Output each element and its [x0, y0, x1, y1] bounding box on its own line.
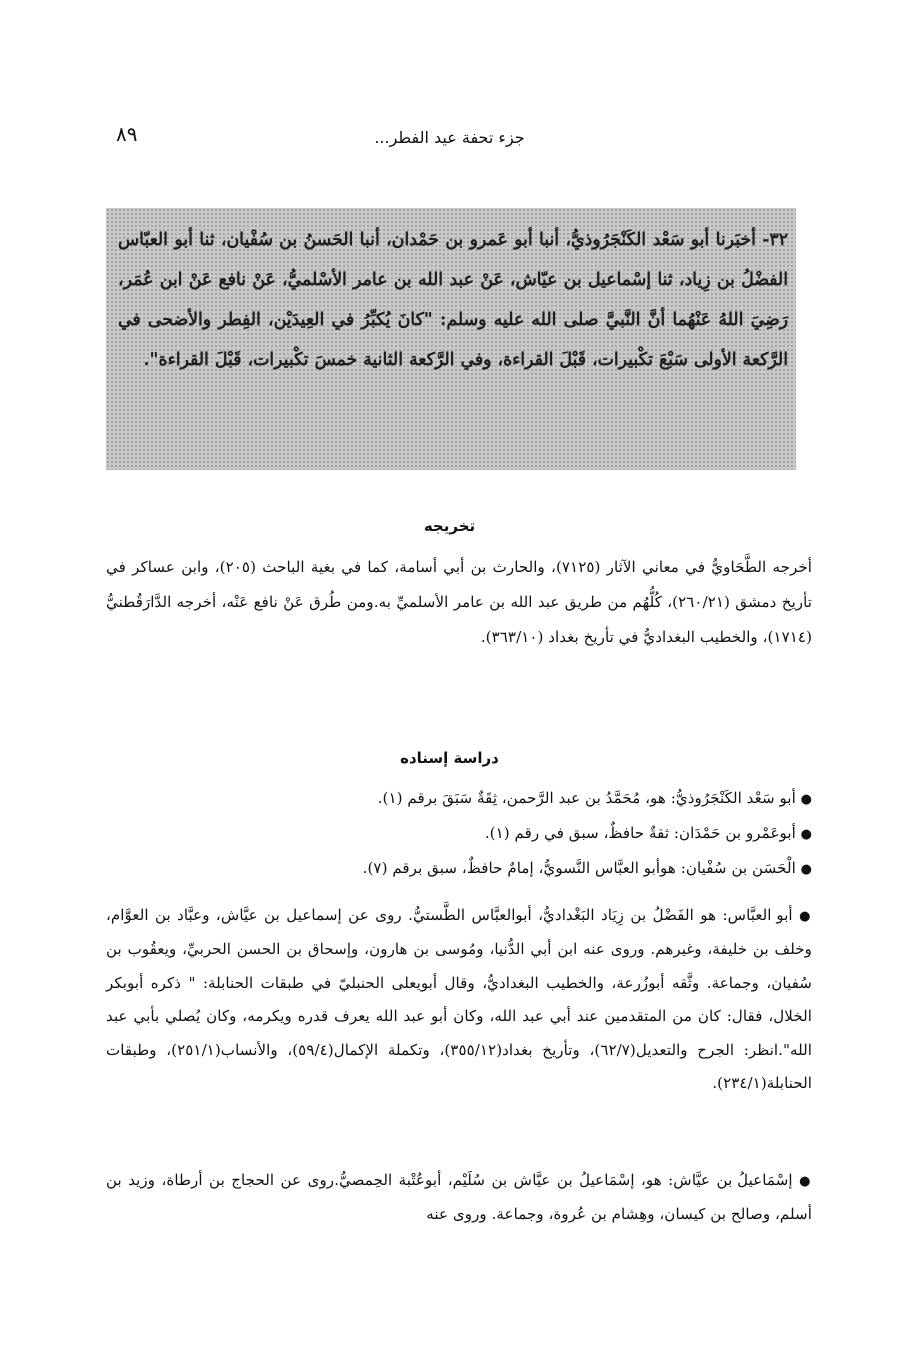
narrator-entry	[106, 1164, 812, 1232]
bullet-icon: ●	[800, 792, 812, 807]
bullet-icon: ●	[799, 909, 813, 924]
narrator-entry	[106, 899, 812, 1100]
narrator-entry	[106, 782, 812, 816]
narrator-text: أبو العبَّاس: هو الفَضْلُ بن زِيَاد البَغْداديُّ، أبوالعبَّاس الطَّستيُّ. روى عن إسماعيل بن عيَّاش، وعبَّاد بن العوَّام، وخلف بن خليفة، وغيرهم. وروى عنه ابن أبي الدُّنيا، ومُوسى بن هارون، وإسحاق بن الحسن الحربيِّ، ويعقُوب بن سُفيان، وجماعة. وثَّقه أبوزُرعة، والخطيب البغداديُّ، وقال أبويعلى الحنبليّ في طبقات الحنابلة: " ذكره أبوبكر الخلال، فقال: كان من المتقدمين عند أبي عبد الله، وكان أبو عبد الله يعرف قدره ويكرمه، وكان يُصلي بأبي عبد الله".انظر: الجرح والتعديل(٦٢/٧)، وتأريخ بغداد(٣٥٥/١٢)، وتكملة الإكمال(٥٩/٤)، والأنساب(٢٥١/١)، وطبقات الحنابلة(٢٣٤/١).	[106, 906, 812, 1093]
takhrij-paragraph: أخرجه الطَّحَاويُّ في معاني الآثار (٧١٢٥)، والحارث بن أبي أسامة، كما في بغية الباحث (٢٠٥)، وابن عساكر في تأريخ دمشق (٢٦٠/٢١)، كُلُّهُم من طريق عبد الله بن عامر الأسلميِّ به.ومن طُرق عَنْ نافع عَنْه، أخرجه الدَّارَقُطنيُّ (١٧١٤)، والخطيب البغداديُّ في تأريخ بغداد (٣٦٣/١٠).	[106, 558, 812, 646]
narrator-text: أبو سَعْد الكَنْجَرُوذيُّ: هو، مُحَمَّدُ بن عبد الرَّحمن، ثِقَةٌ سَبَقَ برقم (١).	[377, 789, 796, 807]
takhrij-heading: تخريجه	[423, 517, 476, 535]
running-title: جزء تحفة عيد الفطر...	[374, 128, 525, 147]
narrator-text: أبوعَمْرو بن حَمْدَان: ثقةٌ حافظٌ، سبق في رقم (١).	[484, 824, 796, 842]
page-number: ٨٩	[116, 122, 138, 146]
narrator-entry	[106, 852, 812, 886]
narrator-entry	[106, 817, 812, 851]
narrator-text: إسْمَاعيلُ بن عيَّاش: هو، إسْمَاعيلُ بن عيَّاش بن سُلَيْم، أبوعُتْبة الحِمصيُّ.روى عن الحجاج بن أرطاة، وزيد بن أسلم، وصالح بن كيسان، وهِشام بن عُروة، وجماعة. وروى عنه	[106, 1171, 812, 1224]
bullet-icon: ●	[800, 827, 812, 842]
narrator-text: الْحَسَن بن سُفْيان: هوأبو العبَّاس النَّسويُّ، إمامٌ حافظٌ، سبق برقم (٧).	[362, 859, 796, 877]
isnad-heading: دراسة إسناده	[400, 749, 499, 767]
bullet-icon: ●	[799, 1174, 813, 1189]
hadith-text-block: ٣٢- أخبَرنا أبو سَعْد الكَنْجَرُوذيُّ، أنبا أبو عَمرو بن حَمْدان، أنبا الحَسنُ بن سُفْيان، ثنا أبو العبّاس الفضْلُ بن زِياد، ثنا إسْماعيل بن عيّاش، عَنْ عبد الله بن عامر الأسْلميُّ، عَنْ نافع عَنْ ابن عُمَر، رَضِيَ اللهُ عَنْهُما أنَّ النَّبيَّ صلى الله عليه وسلم: "كانَ يُكبِّرُ في العِيدَيْن، الفِطر والأضحى في الرَّكعة الأولى سَبْعَ تكْبيرات، قَبْلَ القراءة، وفي الرَّكعة الثانية خمسَ تكْبيرات، قَبْلَ القراءة".	[106, 208, 796, 470]
bullet-icon: ●	[800, 862, 812, 877]
